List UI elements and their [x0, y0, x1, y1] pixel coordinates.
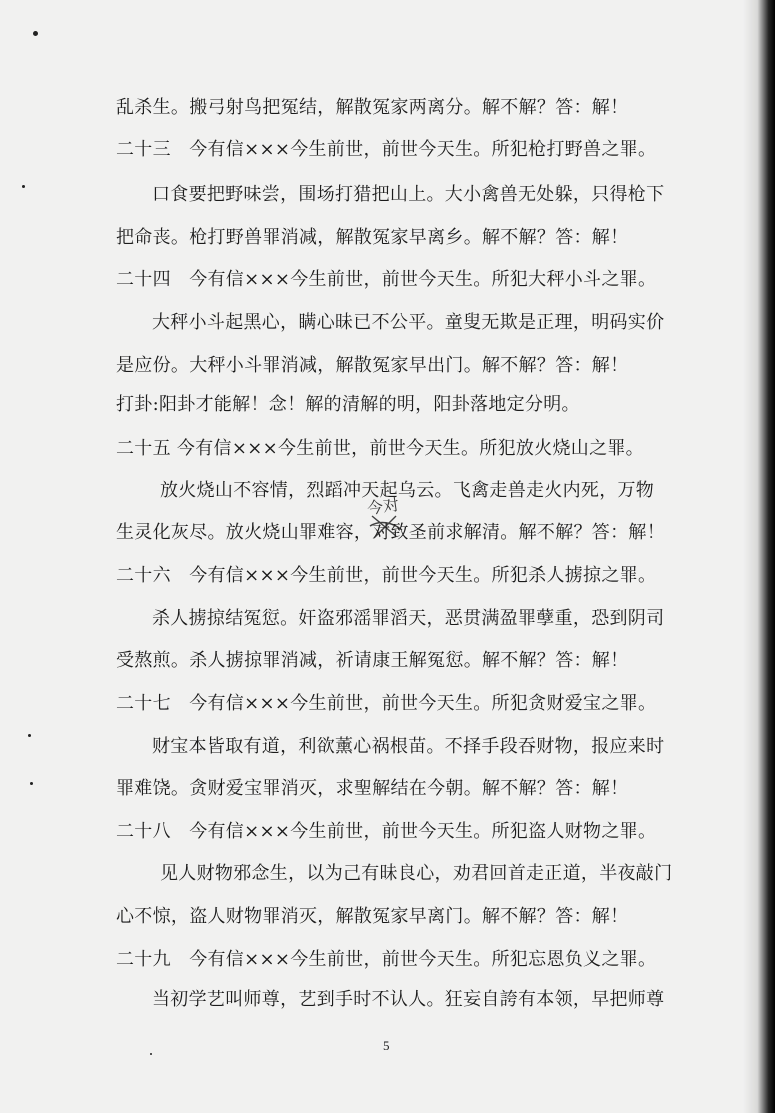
page-number: 5 [383, 1038, 390, 1053]
text-line: 财宝本皆取有道，利欲薰心祸根苗。不择手段吞财物，报应来时 [152, 736, 665, 757]
scan-speck [33, 31, 38, 36]
text-line: 大秤小斗起黑心，瞒心昧已不公平。童叟无欺是正理，明码实价 [152, 312, 665, 333]
text-line: 二十八 今有信×××今生前世，前世今天生。所犯盗人财物之罪。 [116, 821, 657, 842]
handwritten-annotation: 今对 [365, 494, 401, 519]
text-line: 二十三 今有信×××今生前世，前世今天生。所犯枪打野兽之罪。 [116, 139, 657, 160]
text-line: 把命丧。枪打野兽罪消减，解散冤家早离乡。解不解？答：解！ [116, 227, 629, 248]
text-line: 二十七 今有信×××今生前世，前世今天生。所犯贪财爱宝之罪。 [116, 693, 657, 714]
text-line: 乱杀生。搬弓射鸟把冤结，解散冤家两离分。解不解？答：解！ [116, 97, 629, 118]
text-line: 见人财物邪念生，以为己有昧良心，劝君回首走正道，半夜敲门 [160, 863, 673, 884]
text-line: 当初学艺叫师尊，艺到手时不认人。狂妄自誇有本领，早把师尊 [152, 989, 665, 1010]
text-line: 罪难饶。贪财爱宝罪消灭，求聖解结在今朝。解不解？答：解！ [116, 778, 629, 799]
text-line: 二十六 今有信×××今生前世，前世今天生。所犯杀人掳掠之罪。 [116, 565, 657, 586]
scan-speck [28, 734, 31, 737]
text-line: 二十四 今有信×××今生前世，前世今天生。所犯大秤小斗之罪。 [116, 269, 657, 290]
scan-speck [30, 782, 33, 785]
text-line: 打卦:阳卦才能解！念！解的清解的明，阳卦落地定分明。 [116, 394, 580, 415]
text-line: 二十五 今有信×××今生前世，前世今天生。所犯放火烧山之罪。 [116, 438, 644, 459]
text-line: 生灵化灰尽。放火烧山罪难容，对致圣前求解清。解不解？答：解！ [116, 522, 665, 543]
strike-mark [366, 512, 406, 542]
text-line: 是应份。大秤小斗罪消减，解散冤家早出门。解不解？答：解！ [116, 355, 629, 376]
text-line: 二十九 今有信×××今生前世，前世今天生。所犯忘恩负义之罪。 [116, 949, 657, 970]
text-line: 心不惊，盗人财物罪消灭，解散冤家早离门。解不解？答：解！ [116, 906, 629, 927]
scan-speck [22, 185, 25, 188]
text-line: 杀人掳掠结冤愆。奸盗邪滛罪滔天，恶贯满盈罪孽重，恐到阴司 [152, 608, 665, 629]
text-line: 口食要把野味尝，围场打猎把山上。大小禽兽无处躲，只得枪下 [152, 184, 665, 205]
scan-speck [150, 1053, 152, 1055]
scan-shadow-edge [743, 0, 775, 1113]
text-line: 放火烧山不容情，烈蹈冲天起乌云。飞禽走兽走火内死，万物 [160, 480, 655, 501]
text-line: 受熬煎。杀人掳掠罪消减，祈请康王解冤愆。解不解？答：解！ [116, 650, 629, 671]
